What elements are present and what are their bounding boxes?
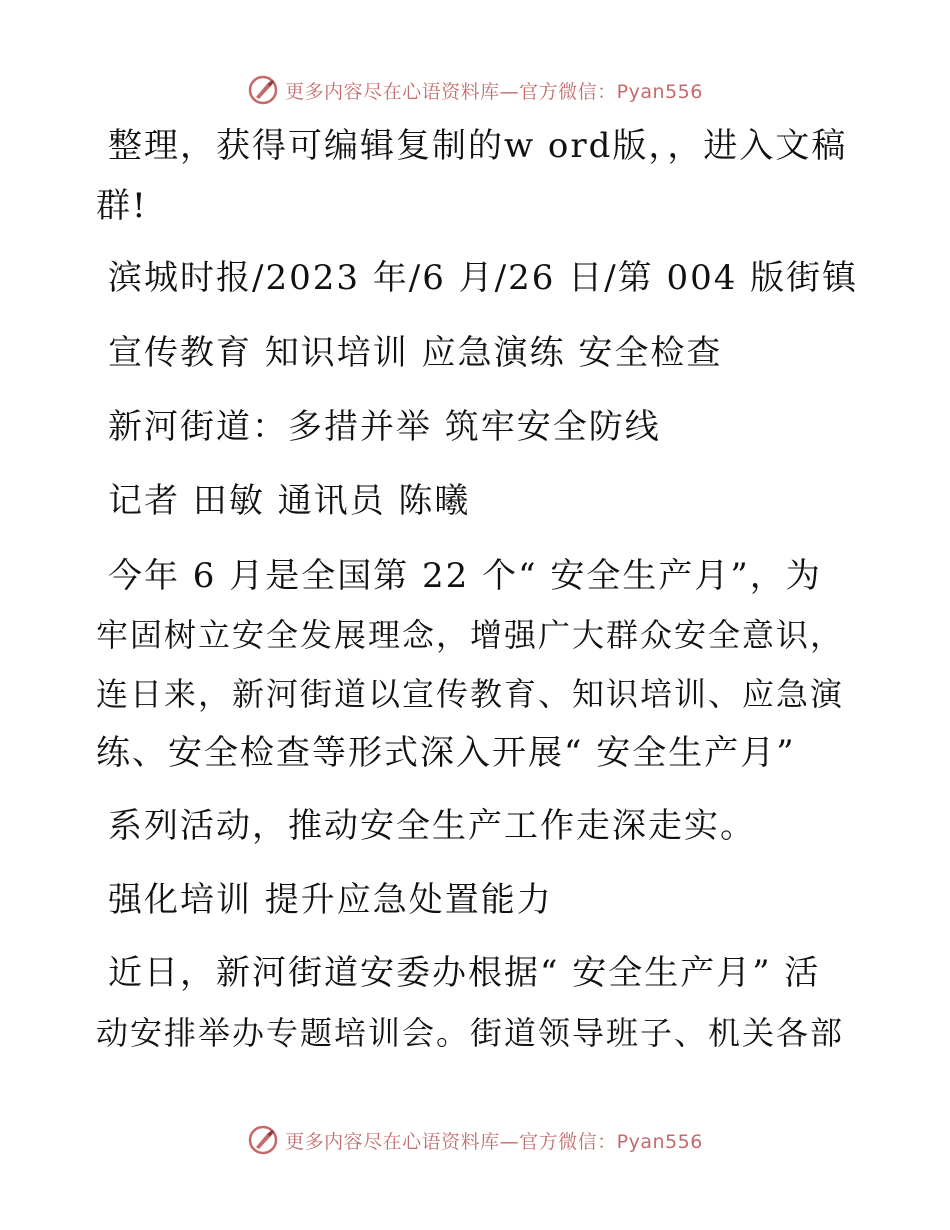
text-line: 群! <box>96 186 148 226</box>
section-heading: 强化培训 提升应急处置能力 <box>108 880 553 920</box>
paragraph-line: 练、安全检查等形式深入开展“ 安全生产月” <box>96 733 796 773</box>
watermark-text: 更多内容尽在心语资料库—官方微信：Pyan556 <box>285 1130 703 1153</box>
paragraph-line: 系列活动，推动安全生产工作走深走实。 <box>108 806 756 846</box>
paragraph-line: 动安排举办专题培训会。街道领导班子、机关各部 <box>96 1014 845 1052</box>
footer-watermark <box>0 1120 950 1160</box>
paragraph-line: 近日，新河街道安委办根据“ 安全生产月” 活 <box>108 953 821 993</box>
article-source-line: 滨城时报/2023 年/6 月/26 日/第 004 版街镇 <box>108 258 859 298</box>
text-line: 整理，获得可编辑复制的w ord版，，进入文稿 <box>108 126 848 166</box>
article-title: 新河街道：多措并举 筑牢安全防线 <box>108 407 661 447</box>
paragraph-line: 牢固树立安全发展理念，增强广大群众安全意识， <box>96 616 845 654</box>
article-byline: 记者 田敏 通讯员 陈曦 <box>108 481 471 521</box>
pen-nib-logo-icon <box>247 1124 279 1156</box>
paragraph-line: 连日来，新河街道以宣传教育、知识培训、应急演 <box>96 675 845 713</box>
watermark-text: 更多内容尽在心语资料库—官方微信：Pyan556 <box>285 80 703 103</box>
article-subheading: 宣传教育 知识培训 应急演练 安全检查 <box>108 333 723 373</box>
paragraph-line: 今年 6 月是全国第 22 个“ 安全生产月”，为 <box>108 556 822 596</box>
